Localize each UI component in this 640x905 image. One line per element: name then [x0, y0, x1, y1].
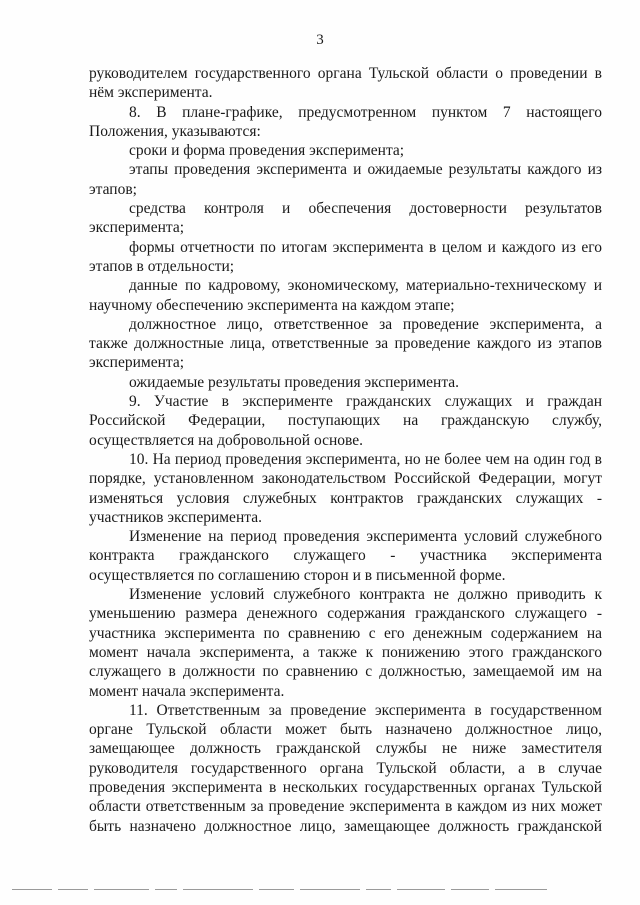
document-body [89, 64, 602, 836]
paragraph-list-item: формы отчетности по итогам эксперимента в целом и каждого из его этапов в отдельности; [89, 238, 602, 275]
paragraph: Изменение на период проведения эксперимента условий служебного контракта гражданского служащего - участника эксперимента осуществляется по соглашению сторон и в письменной форме. [89, 528, 602, 584]
paragraph: Изменение условий служебного контракта не должно приводить к уменьшению размера денежного содержания гражданского служащего - участника эксперимента по сравнению с его денежным содержанием на момент начала эксперимента, а также к понижению этого гражданского служащего в должности по сравнению с должностью, замещаемой им на момент начала эксперимента. [89, 586, 602, 700]
scan-line [259, 889, 294, 890]
scan-line [94, 889, 149, 890]
page-number: 3 [316, 32, 324, 48]
scan-line [183, 889, 253, 890]
scan-line [366, 889, 391, 890]
paragraph-list-item: средства контроля и обеспечения достоверности результатов эксперимента; [89, 200, 602, 237]
scan-line [12, 889, 52, 890]
scan-line [155, 889, 177, 890]
scan-line [58, 889, 88, 890]
scan-edge-artifact [0, 889, 640, 891]
paragraph-list-item: этапы проведения эксперимента и ожидаемые результаты каждого из этапов; [89, 161, 602, 198]
paragraph-item-8: 8. В плане-графике, предусмотренном пунктом 7 настоящего Положения, указываются: [89, 103, 602, 140]
scan-line [300, 889, 360, 890]
paragraph-continuation: руководителем государственного органа Тульской области о проведении в нём эксперимента. [89, 65, 602, 102]
paragraph-item-11: 11. Ответственным за проведение эксперимента в государственном органе Тульской области может быть назначено должностное лицо, замещающее должность гражданской службы не ниже заместителя руководителя государственного органа Тульской области, а в случае проведения эксперимента в нескольких государственных органах Тульской области ответственным за проведение эксперимента в каждом из них может быть назначено должностное лицо, замещающее должность гражданской [89, 701, 602, 835]
paragraph-item-9: 9. Участие в эксперименте гражданских служащих и граждан Российской Федерации, поступающих на гражданскую службу, осуществляется на добровольной основе. [89, 393, 602, 449]
paragraph-list-item: данные по кадровому, экономическому, материально-техническому и научному обеспечению эксперимента на каждом этапе; [89, 277, 602, 314]
scan-line [397, 889, 445, 890]
scan-line [451, 889, 489, 890]
paragraph-list-item: ожидаемые результаты проведения эксперимента. [129, 373, 460, 391]
scan-line [495, 889, 547, 890]
paragraph-list-item: должностное лицо, ответственное за проведение эксперимента, а также должностные лица, ответственные за проведение каждого из этапов эксперимента; [89, 315, 602, 372]
paragraph-list-item: сроки и форма проведения эксперимента; [129, 142, 405, 160]
paragraph-item-10: 10. На период проведения эксперимента, но не более чем на один год в порядке, установленном законодательством Российской Федерации, могут изменяться условия служебных контрактов гражданских служащих - участников эксперимента. [89, 450, 602, 526]
